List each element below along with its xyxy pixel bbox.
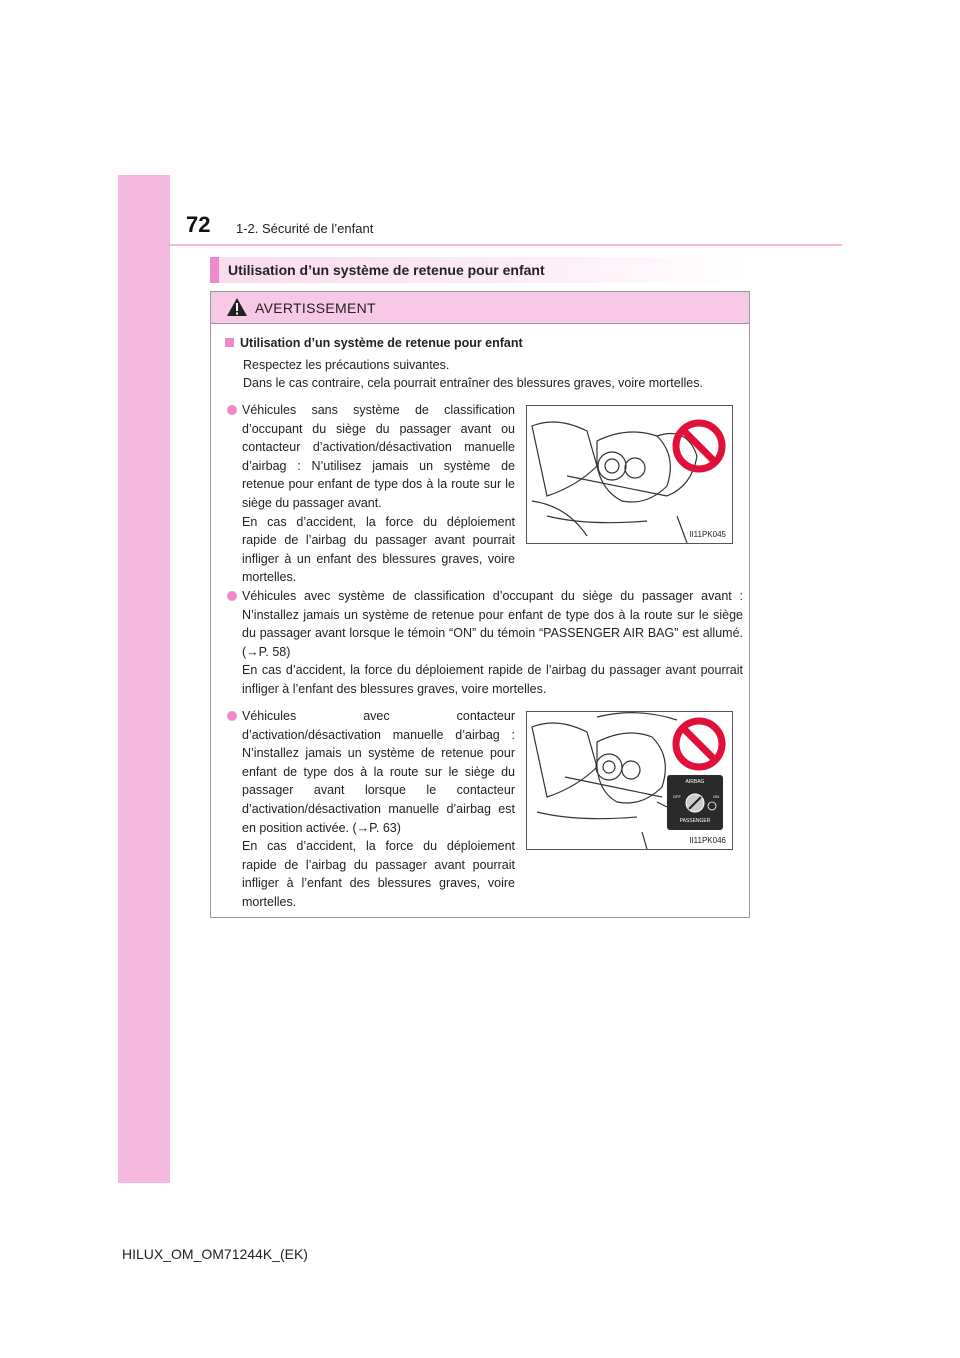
side-band xyxy=(118,175,170,1183)
warning-box xyxy=(210,291,750,918)
bullet-dot-icon xyxy=(227,405,237,415)
bullet-item-2 xyxy=(242,587,743,699)
figure-code: II11PK045 xyxy=(689,530,726,539)
bullet-item-1 xyxy=(242,401,515,587)
airbag-switch-panel-icon xyxy=(667,775,723,830)
bullet-3-text: Véhicules avec contacteur d’activation/désactivation manuelle d’airbag : N’installez jamais un système de retenue pour enfant de type dos à la route sur le siège du passager avant lorsque le contacteur d’activation/désactivation manuelle d’airbag est en position activée. (→P. 63) xyxy=(242,709,515,835)
square-bullet-icon xyxy=(225,338,234,347)
warning-title: AVERTISSEMENT xyxy=(255,300,376,316)
section-title: Utilisation d’un système de retenue pour enfant xyxy=(228,262,545,278)
footer-doc-id: HILUX_OM_OM71244K_(EK) xyxy=(122,1246,308,1262)
header-divider xyxy=(170,244,842,246)
warning-item-heading xyxy=(225,336,523,350)
prohibition-icon xyxy=(676,423,722,469)
bullet-2-text: Véhicules avec système de classification d’occupant du siège du passager avant : N’installez jamais un système de retenue pour enfant de type dos à la route sur le siège du passager avant lorsque le témoin “ON” du témoin “PASSENGER AIR BAG” est allumé. (→P. 58) xyxy=(242,589,743,659)
svg-text:OFF: OFF xyxy=(673,794,681,799)
figure-code: II11PK046 xyxy=(689,836,726,845)
svg-text:PASSENGER: PASSENGER xyxy=(679,818,711,824)
figure-airbag-manual-switch xyxy=(526,711,733,850)
section-heading xyxy=(210,257,750,283)
intro-line-1: Respectez les précautions suivantes. xyxy=(243,358,450,372)
bullet-dot-icon xyxy=(227,711,237,721)
prohibition-icon xyxy=(676,721,722,767)
page-number: 72 xyxy=(186,212,211,237)
warning-header xyxy=(211,292,749,324)
chapter-title: 1-2. Sécurité de l’enfant xyxy=(236,221,374,236)
figure-airbag-no-classification xyxy=(526,405,733,544)
airbag-switch-illustration xyxy=(527,712,732,849)
intro-line-2: Dans le cas contraire, cela pourrait entraîner des blessures graves, voire mortelles. xyxy=(243,376,703,390)
warning-item-title: Utilisation d’un système de retenue pour enfant xyxy=(240,336,523,350)
bullet-1-text-2: En cas d’accident, la force du déploiement rapide de l’airbag du passager avant pourrait infliger à un enfant des blessures graves, voire mortelles. xyxy=(242,514,515,585)
bullet-1-text: Véhicules sans système de classification d’occupant du siège du passager avant ou contacteur d’activation/désactivation manuelle d’airbag : N’utilisez jamais un système de retenue pour enfant de type dos à la route sur le siège du passager avant. xyxy=(242,403,515,510)
warning-triangle-icon xyxy=(226,297,248,317)
bullet-dot-icon xyxy=(227,591,237,601)
svg-text:AIRBAG: AIRBAG xyxy=(685,779,705,785)
svg-text:ON: ON xyxy=(713,794,719,799)
bullet-item-3 xyxy=(242,707,515,912)
airbag-deployment-illustration xyxy=(527,406,732,543)
bullet-2-text-2: En cas d’accident, la force du déploiement rapide de l’airbag du passager avant pourrait infliger à l’enfant des blessures graves, voire mortelles. xyxy=(242,663,743,696)
bullet-3-text-2: En cas d’accident, la force du déploiement rapide de l’airbag du passager avant pourrait infliger à l’enfant des blessures graves, voire mortelles. xyxy=(242,839,515,909)
